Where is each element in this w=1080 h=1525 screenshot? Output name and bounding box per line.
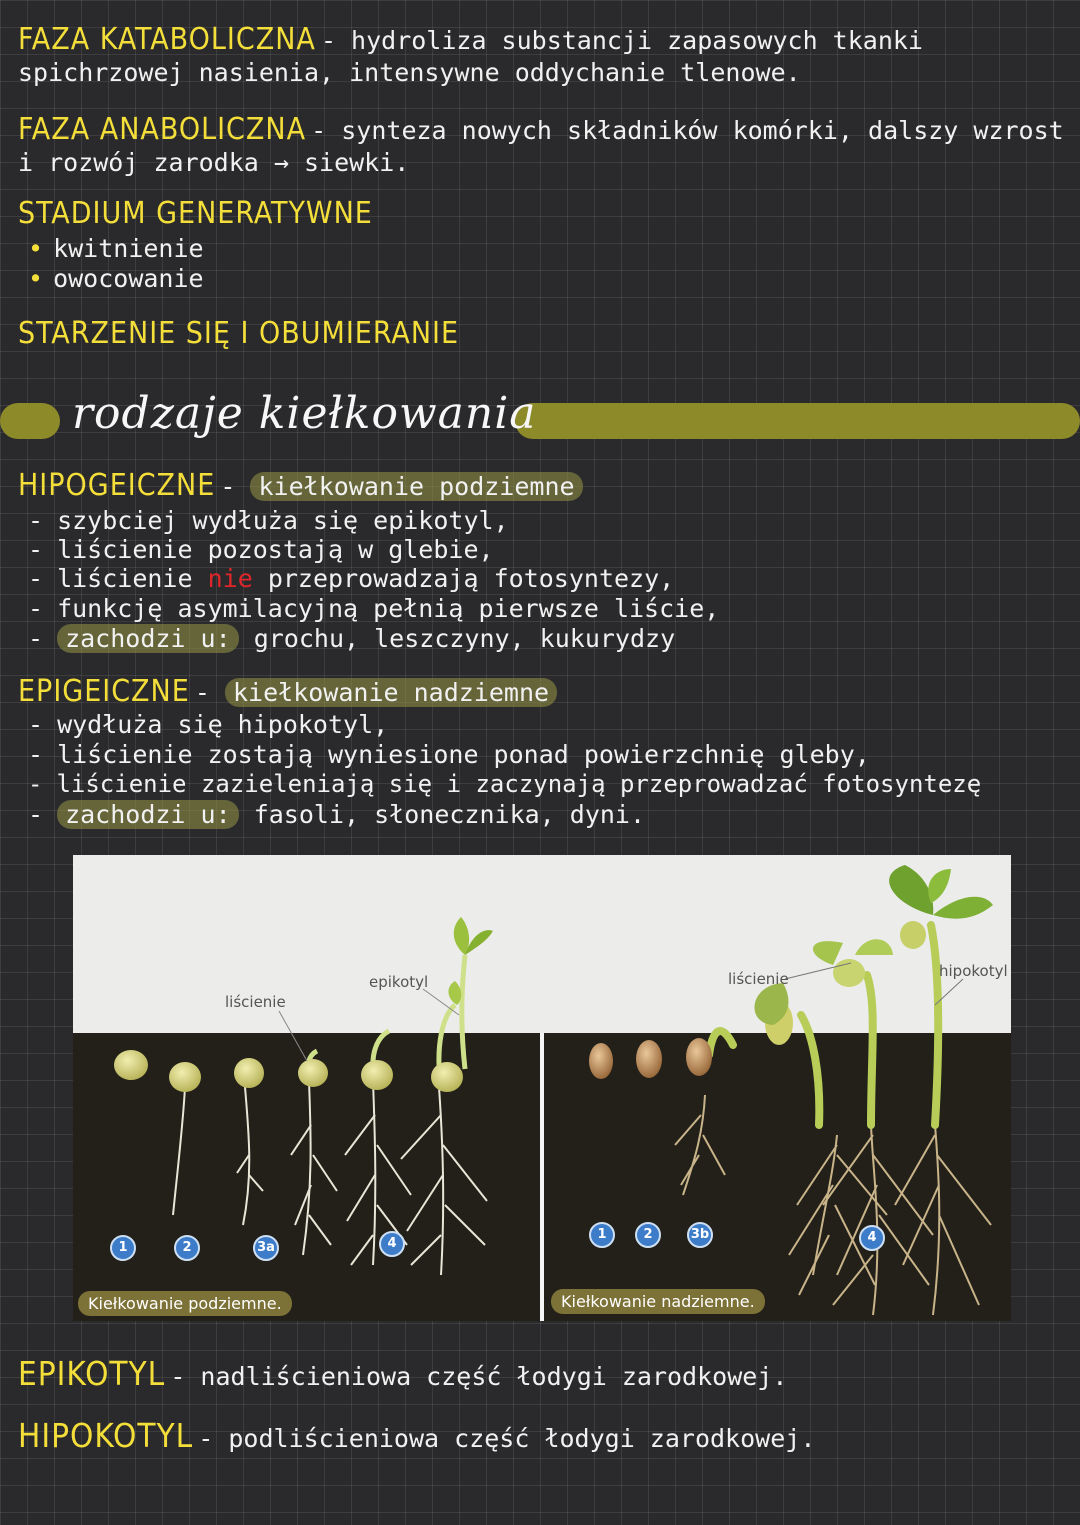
term-epikotyl: EPIKOTYL [18,1354,166,1393]
pea-seed-3 [234,1058,264,1088]
anabolic-text-2: i rozwój zarodka → siewki. [18,148,410,177]
epigeal-item-4: - zachodzi u: fasoli, słonecznika, dyni. [28,800,646,829]
hypogeal-item-1: - szybciej wydłuża się epikotyl, [28,506,509,535]
pea-seed-4 [298,1059,328,1087]
hypogeal-item-2: - liścienie pozostają w glebie, [28,535,494,564]
pea-seed-2 [169,1062,201,1092]
negation-word: nie [207,564,253,593]
bean-cotyledon-3 [900,921,926,949]
bean-seed-2 [636,1040,662,1078]
katabolic-text: - hydroliza substancji zapasowych tkanki [320,26,923,55]
left-badge-4: 4 [379,1231,405,1257]
label-epikotyl: epikotyl [369,973,429,991]
definition-hipokotyl-text: - podliścieniowa część łodygi zarodkowej. [198,1424,816,1453]
left-badge-2: 2 [174,1235,200,1261]
epigeal-item-1: - wydłuża się hipokotyl, [28,710,389,739]
epigeal-subtitle: kiełkowanie nadziemne [225,678,557,707]
definition-hipokotyl [18,1416,815,1455]
definition-epikotyl-text: - nadliścieniowa część łodygi zarodkowej. [170,1362,788,1391]
left-badge-3a: 3a [253,1235,279,1261]
hypogeal-heading: HIPOGEICZNE - kiełkowanie podziemne [18,468,583,503]
bean-seed-1 [589,1043,613,1079]
label-hipokotyl: hipokotyl [939,962,1008,980]
left-badge-1: 1 [110,1235,136,1261]
right-badge-2: 2 [635,1222,661,1248]
term-hipokotyl: HIPOKOTYL [18,1416,194,1455]
hypogeal-occurs-label: zachodzi u: [57,624,239,653]
aging-title: STARZENIE SIĘ I OBUMIERANIE [18,316,460,351]
right-badge-4: 4 [859,1225,885,1251]
pea-seed-6 [431,1062,463,1092]
epigeal-item-2: - liścienie zostają wyniesione ponad powierzchnię gleby, [28,740,870,769]
epigeal-occurs-label: zachodzi u: [57,800,239,829]
hypogeal-item-4: - funkcję asymilacyjną pełnią pierwsze liście, [28,594,720,623]
caption-epigeal: Kiełkowanie nadziemne. [551,1289,765,1314]
bean-seed-3 [686,1038,712,1076]
hypogeal-item-5: - zachodzi u: grochu, leszczyny, kukurydzy [28,624,676,653]
germination-illustration [73,855,1011,1321]
caption-hypogeal: Kiełkowanie podziemne. [78,1291,292,1316]
katabolic-title: FAZA KATABOLICZNA [18,22,316,57]
banner-title: rodzaje kiełkowania [72,388,537,439]
epigeal-title: EPIGEICZNE [18,674,190,709]
anabolic-phase-line1 [18,112,1064,147]
generative-item-1: • kwitnienie [28,234,204,263]
anabolic-title: FAZA ANABOLICZNA [18,112,307,147]
epigeal-heading: EPIGEICZNE - kiełkowanie nadziemne [18,674,557,709]
hypogeal-item-3: - liścienie nie przeprowadzają fotosyntezy, [28,564,675,593]
hypogeal-subtitle: kiełkowanie podziemne [250,472,582,501]
section-banner [0,388,1080,442]
right-badge-1: 1 [589,1222,615,1248]
generative-item-2: • owocowanie [28,264,204,293]
pea-seed-5 [361,1060,393,1090]
hypogeal-title: HIPOGEICZNE [18,468,216,503]
anabolic-text: - synteza nowych składników komórki, dalszy wzrost [311,116,1064,145]
pea-seed-1 [114,1050,148,1080]
katabolic-text-2: spichrzowej nasienia, intensywne oddychanie tlenowe. [18,58,801,87]
label-liscienie-right: liścienie [728,970,789,988]
right-badge-3b: 3b [687,1222,713,1248]
label-liscienie-left: liścienie [225,993,286,1011]
epigeal-item-3: - liścienie zazieleniają się i zaczynają przeprowadzać fotosyntezę [28,770,982,798]
definition-epikotyl [18,1354,787,1393]
generative-title: STADIUM GENERATYWNE [18,196,373,231]
germination-figure [73,855,1011,1321]
katabolic-phase-line1 [18,22,923,57]
